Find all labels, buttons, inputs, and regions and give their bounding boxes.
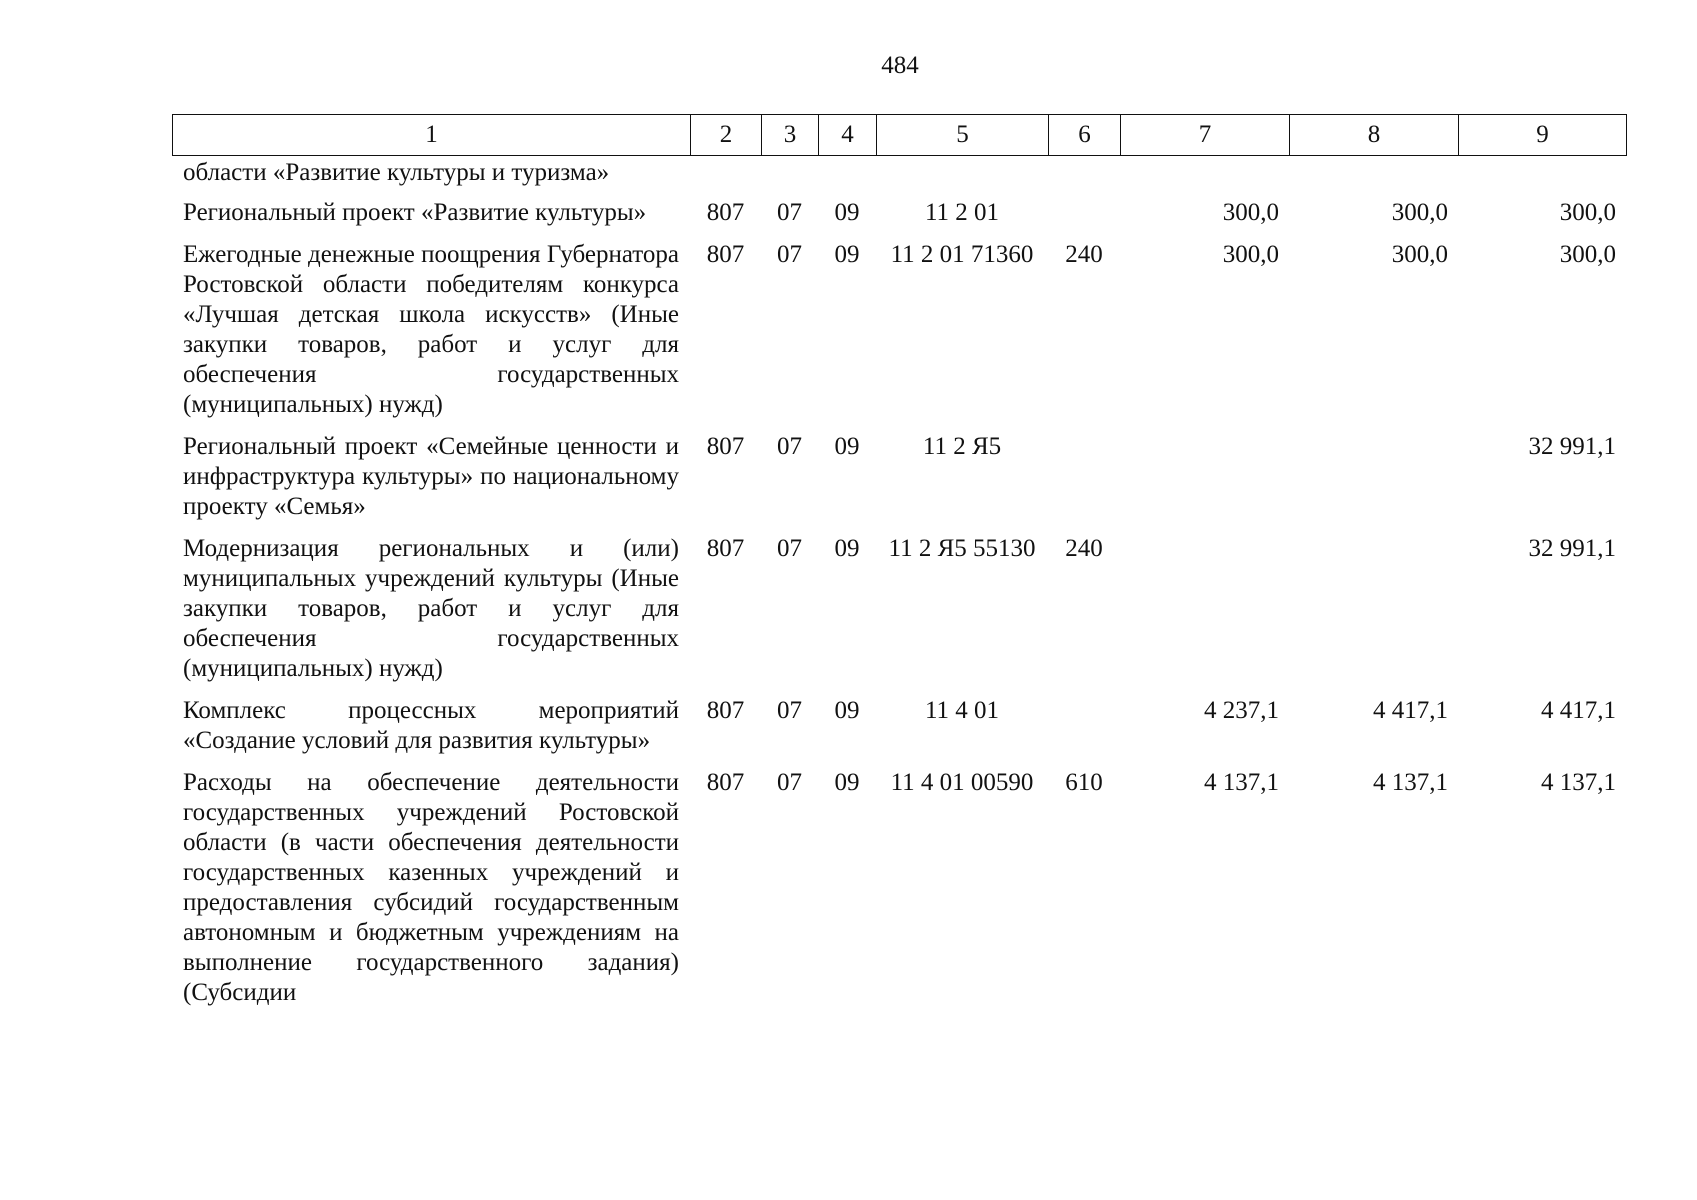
row-target-code: 11 2 Я5 55130 (888, 535, 1036, 562)
row-ministry-code: 807 (706, 433, 745, 460)
column-header-1: 1 (173, 115, 691, 156)
row-value-9: 32 991,1 (1528, 535, 1616, 562)
table-row (172, 762, 1626, 1014)
row-expense-type (1048, 690, 1120, 762)
table-row (172, 192, 1626, 234)
row-ministry-code: 807 (706, 199, 745, 226)
row-expense-type (1048, 192, 1120, 234)
column-header-4: 4 (819, 115, 877, 156)
row-value-9: 32 991,1 (1528, 433, 1616, 460)
row-value-9: 4 417,1 (1541, 697, 1616, 724)
row-expense-type (1048, 426, 1120, 528)
row-target-code: 11 4 01 00590 (890, 769, 1034, 796)
row-value-7: 300,0 (1222, 241, 1279, 268)
row-value-8 (1289, 426, 1458, 528)
continuation-text: области «Развитие культуры и туризма» (183, 159, 610, 186)
row-subsection-code: 09 (834, 433, 860, 460)
row-section-code: 07 (777, 697, 802, 724)
row-value-7 (1120, 426, 1289, 528)
column-header-8: 8 (1290, 115, 1459, 156)
row-value-9: 4 137,1 (1541, 769, 1616, 796)
row-expense-type: 240 (1065, 241, 1103, 268)
column-header-6: 6 (1049, 115, 1121, 156)
row-section-code: 07 (777, 769, 802, 796)
row-section-code: 07 (777, 433, 802, 460)
row-name: Комплекс процессных мероприятий «Создание условий для развития культуры» (183, 697, 679, 754)
row-ministry-code: 807 (706, 697, 745, 724)
table-row (172, 426, 1626, 528)
column-header-7: 7 (1121, 115, 1290, 156)
row-subsection-code: 09 (834, 769, 860, 796)
row-value-9: 300,0 (1559, 241, 1616, 268)
row-name: Расходы на обеспечение деятельности государственных учреждений Ростовской области (в части обеспечения деятельности государственных казенных учреждений и предоставления субсидий государственным автономным и бюджетным учреждениям на выполнение государственного задания) (Субсидии (183, 769, 679, 1006)
row-target-code: 11 4 01 (924, 697, 1000, 724)
row-subsection-code: 09 (834, 697, 860, 724)
row-value-8: 4 417,1 (1373, 697, 1448, 724)
row-name: Ежегодные денежные поощрения Губернатора Ростовской области победителям конкурса «Лучшая детская школа искусств» (Иные закупки товаров, работ и услуг для обеспечения государственных (муниципальных) нужд) (183, 241, 679, 418)
row-ministry-code: 807 (706, 535, 745, 562)
row-target-code: 11 2 Я5 (922, 433, 1002, 460)
row-value-8 (1289, 528, 1458, 690)
row-value-7 (1120, 528, 1289, 690)
row-value-7: 4 137,1 (1204, 769, 1279, 796)
row-expense-type: 240 (1065, 535, 1103, 562)
column-header-5: 5 (877, 115, 1049, 156)
row-subsection-code: 09 (834, 199, 860, 226)
column-header-2: 2 (691, 115, 762, 156)
table-row (172, 690, 1626, 762)
row-subsection-code: 09 (834, 241, 860, 268)
row-value-9: 300,0 (1559, 199, 1616, 226)
row-target-code: 11 2 01 (924, 199, 1000, 226)
continuation-row (172, 158, 1626, 192)
row-ministry-code: 807 (706, 241, 745, 268)
row-name: Модернизация региональных и (или) муниципальных учреждений культуры (Иные закупки товаров, работ и услуг для обеспечения государственных (муниципальных) нужд) (183, 535, 679, 682)
page-number: 484 (881, 52, 919, 79)
table-row (172, 234, 1626, 426)
row-value-8: 300,0 (1391, 241, 1448, 268)
row-value-8: 4 137,1 (1373, 769, 1448, 796)
row-section-code: 07 (777, 241, 802, 268)
row-section-code: 07 (777, 199, 802, 226)
row-target-code: 11 2 01 71360 (890, 241, 1034, 268)
column-header-row (173, 115, 1627, 156)
column-header-3: 3 (762, 115, 819, 156)
row-section-code: 07 (777, 535, 802, 562)
row-expense-type: 610 (1065, 769, 1103, 796)
row-ministry-code: 807 (706, 769, 745, 796)
row-name: Региональный проект «Развитие культуры» (183, 199, 647, 226)
row-value-7: 300,0 (1222, 199, 1279, 226)
row-value-7: 4 237,1 (1204, 697, 1279, 724)
row-subsection-code: 09 (834, 535, 860, 562)
table-row (172, 528, 1626, 690)
column-header-table (172, 114, 1627, 156)
row-name: Региональный проект «Семейные ценности и инфраструктура культуры» по национальному проекту «Семья» (183, 433, 679, 520)
row-value-8: 300,0 (1391, 199, 1448, 226)
column-header-9: 9 (1459, 115, 1627, 156)
budget-table (172, 158, 1626, 1014)
